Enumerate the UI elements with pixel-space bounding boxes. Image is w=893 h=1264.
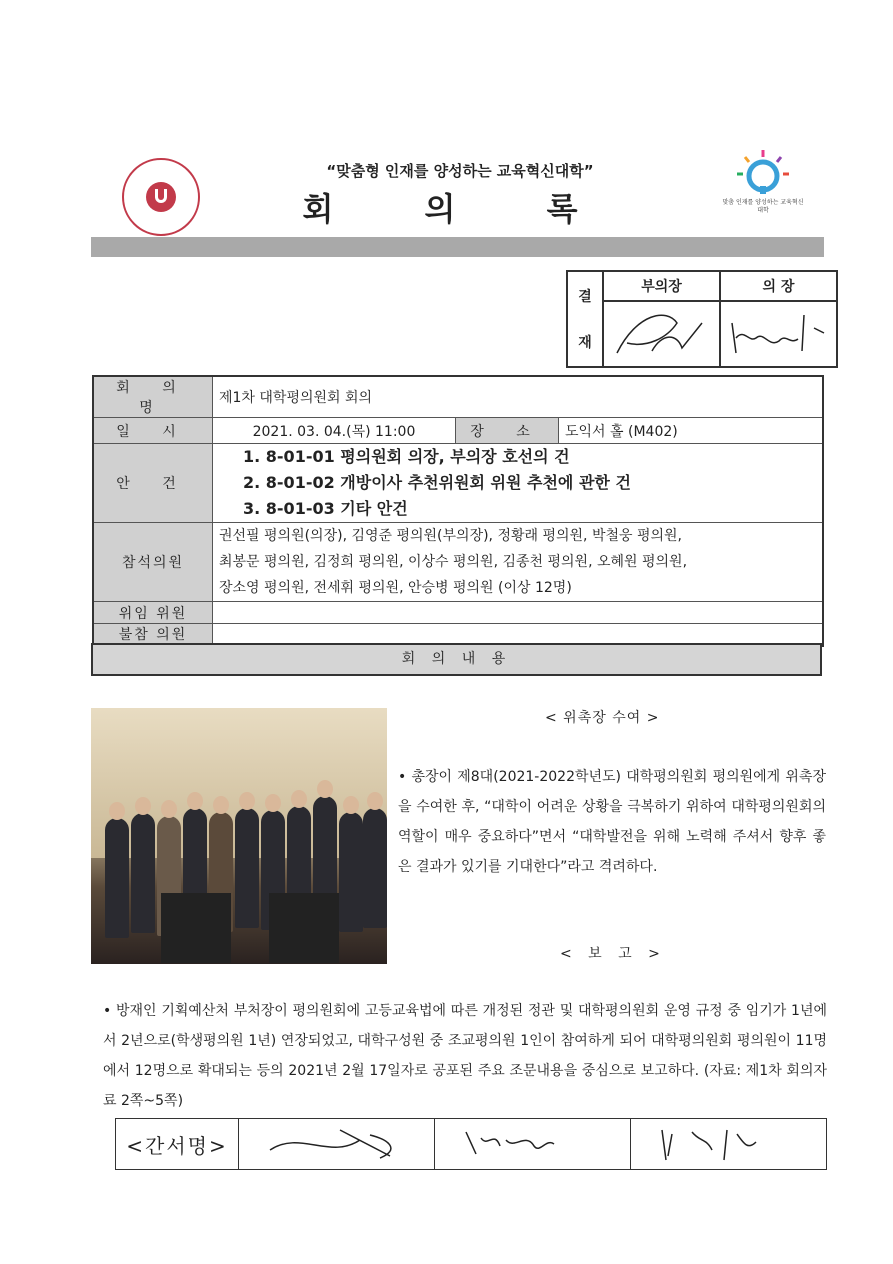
agenda-label: 안 건 xyxy=(93,444,213,523)
members-line: 장소영 평의원, 전세휘 평의원, 안승병 평의원 (이상 12명) xyxy=(219,580,572,596)
agenda-item: 2. 8-01-02 개방이사 추천위원회 위원 추천에 관한 건 xyxy=(243,473,631,492)
signature-table xyxy=(115,1118,827,1170)
meeting-name-label: 회 의 명 xyxy=(93,376,213,418)
chair-signature xyxy=(720,301,837,367)
slogan: “맞춤형 인재를 양성하는 교육혁신대학” xyxy=(326,162,594,180)
report-heading: < 보 고 > xyxy=(560,946,666,962)
section-title: 회 의 내 용 xyxy=(91,643,822,676)
university-seal-icon xyxy=(122,158,200,236)
delegated-value xyxy=(213,602,824,624)
group-photo xyxy=(91,708,387,964)
absent-label: 불참 의원 xyxy=(93,624,213,646)
datetime: 2021. 03. 04.(목) 11:00 xyxy=(213,418,456,444)
meeting-info-table xyxy=(92,375,824,647)
report-paragraph: • 방재인 기획예산처 부처장이 평의원회에 고등교육법에 따른 개정된 정관 및 대학평의원회 운영 규정 중 임기가 1년에서 2년으로(학생평의원 1년) 연장되었고, 대학구성원 중 조교평의원 1인이 참여하게 되어 대학평의원회 평의원이 11명에서 12명으로 확대되는 등의 2021년 2월 17일자로 공포된 주요 조문내용을 중심으로 보고하다. (자료: 제1차 회의자료 2쪽~5쪽) xyxy=(103,1003,827,1109)
vice-chair-signature xyxy=(603,301,720,367)
delegated-label: 위임 위원 xyxy=(93,602,213,624)
agenda-item: 1. 8-01-01 평의원회 의장, 부의장 호선의 건 xyxy=(243,447,570,466)
signature-label: <간서명> xyxy=(116,1119,239,1170)
chair-header: 의 장 xyxy=(720,271,837,301)
place-label: 장 소 xyxy=(456,418,559,444)
agenda-list xyxy=(213,444,824,523)
approval-box xyxy=(566,270,838,368)
award-heading: < 위촉장 수여 > xyxy=(545,710,660,726)
vice-chair-header: 부의장 xyxy=(603,271,720,301)
logo-caption: 맞춤 인재를 양성하는 교육혁신대학 xyxy=(722,199,804,214)
members-label: 참석의원 xyxy=(93,523,213,602)
header-divider xyxy=(91,237,824,257)
page-title: 회 의 록 xyxy=(302,190,618,228)
signature-3 xyxy=(631,1119,827,1170)
meeting-name: 제1차 대학평의원회 회의 xyxy=(213,376,824,418)
members-line: 최봉문 평의원, 김정희 평의원, 이상수 평의원, 김종천 평의원, 오혜원 평의원, xyxy=(219,554,688,570)
place: 도익서 홀 (M402) xyxy=(559,418,824,444)
approval-label: 결 재 xyxy=(567,271,603,367)
members-line: 권선필 평의원(의장), 김영준 평의원(부의장), 정황래 평의원, 박철웅 평의원, xyxy=(219,528,682,544)
members-list xyxy=(213,523,824,602)
signature-2 xyxy=(435,1119,631,1170)
datetime-label: 일 시 xyxy=(93,418,213,444)
agenda-item: 3. 8-01-03 기타 안건 xyxy=(243,499,408,518)
signature-1 xyxy=(239,1119,435,1170)
award-paragraph: • 총장이 제8대(2021-2022학년도) 대학평의원회 평의원에게 위촉장을 수여한 후, “대학이 어려운 상황을 극복하기 위하여 대학평의원회의 역할이 매우 중요하다”면서 “대학발전을 위해 노력해 주셔서 향후 좋은 결과가 있기를 기대한다”라고 격려하다. xyxy=(398,769,826,875)
